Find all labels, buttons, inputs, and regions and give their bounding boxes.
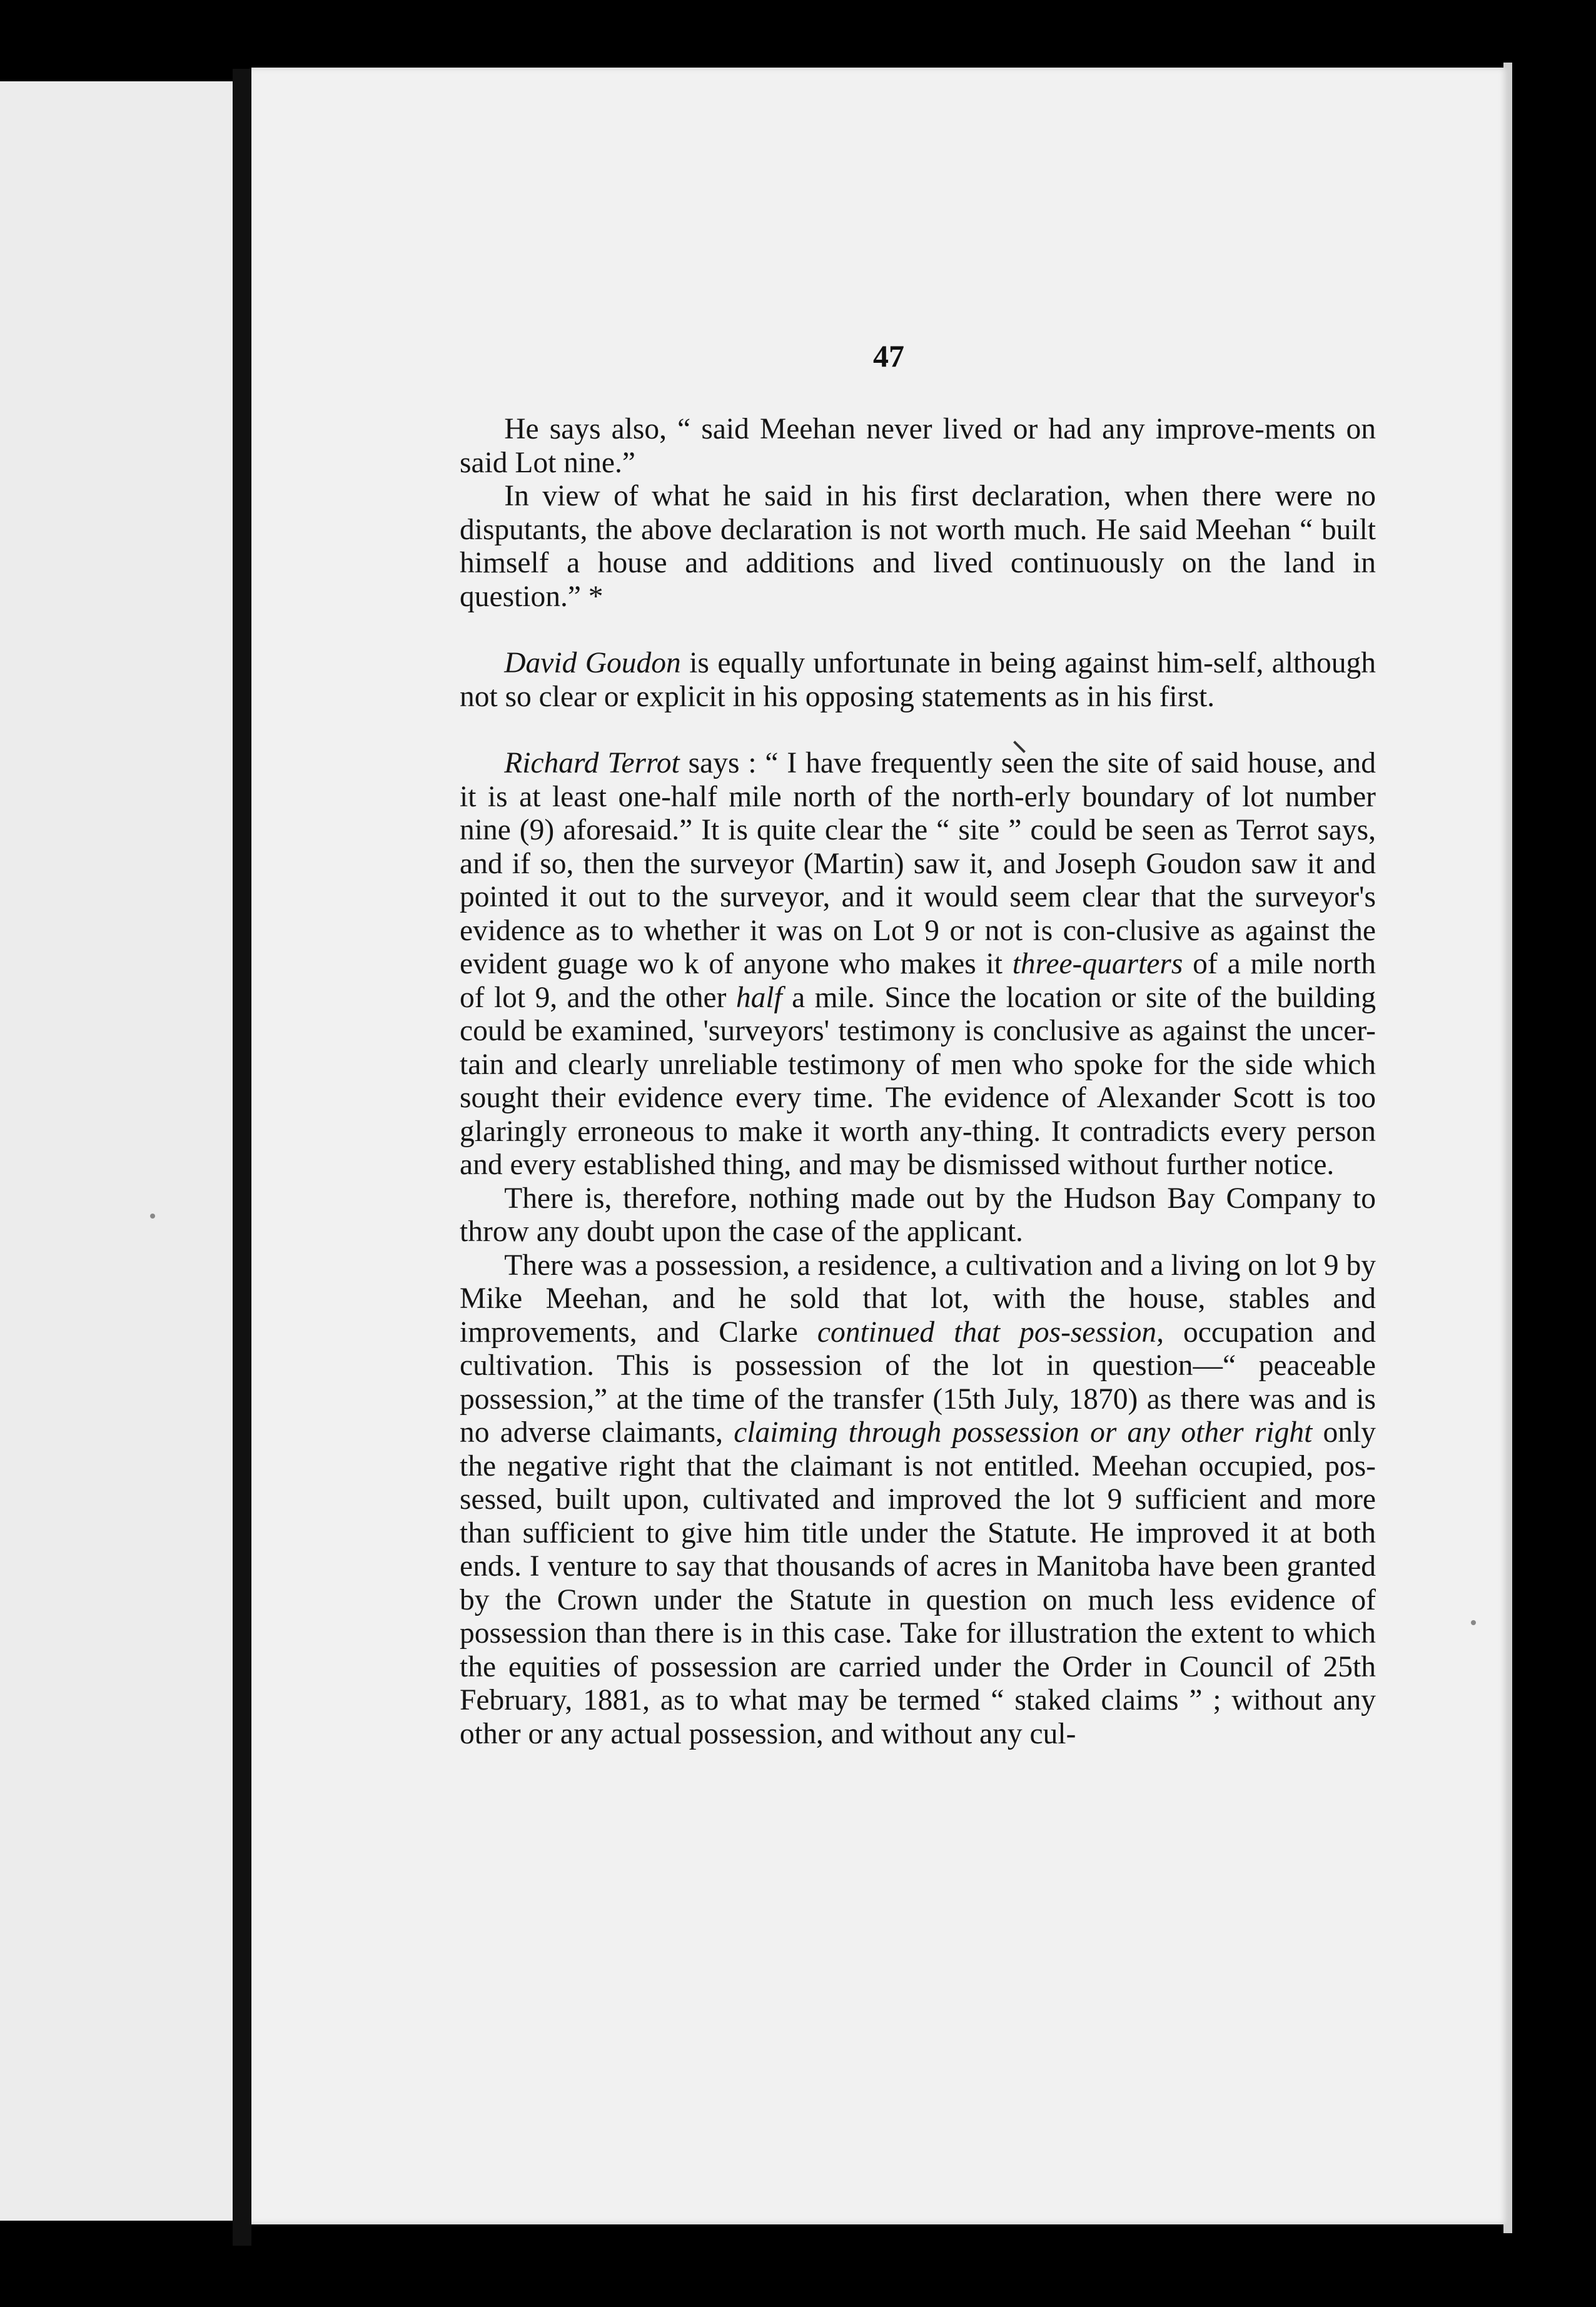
italic-text: Richard Terrot xyxy=(504,747,680,779)
text-run: only the negative right that the claimant is not entitled. Meehan occupied, pos-sessed, built upon, cultivated and improved the lot 9 sufficient and more than sufficient to give him title under the Statute. He improved it at both ends. I venture to say that thousands of acres in Manitoba have been granted by the Crown under the Statute in question on much less evidence of possession than there is in this case. Take for illustration the extent to which the equities of possession are carried under the Order in Council of 25th February, 1881, as to what may be termed “ staked claims ” ; without any other or any actual possession, and without any cul- xyxy=(460,1416,1376,1750)
text-run: of a mile north of lot 9, and the other xyxy=(460,948,1376,1014)
paragraph xyxy=(460,480,1376,614)
text-run: He says also, “ said Meehan never lived or had any improve-ments on said Lot nine.” xyxy=(460,413,1376,479)
text-run: In view of what he said in his first declaration, when there were no disputants, the above declaration is not worth much. He said Meehan “ built himself a house and additions and lived continuously on the land in question.” * xyxy=(460,480,1376,613)
paragraph xyxy=(460,1182,1376,1249)
italic-text: claiming through possession or any other right xyxy=(734,1416,1313,1449)
speck xyxy=(150,1214,155,1219)
paragraph xyxy=(460,413,1376,480)
speck xyxy=(1471,1620,1476,1625)
book-gutter xyxy=(233,69,251,2246)
facing-page xyxy=(0,81,233,2221)
text-run: a mile. Since the location or site of the building could be examined, 'surveyors' testimony is conclusive as against the uncer-tain and clearly unreliable testimony of men who spoke for the side which sought their evidence every time. The evidence of Alexander Scott is too glaringly erroneous to make it worth any-thing. It contradicts every person and every established thing, and may be dismissed without further notice. xyxy=(460,981,1376,1181)
text-run: is equally unfortunate in being against him-self, although not so clear or explicit in his opposing statements as in his first. xyxy=(460,647,1376,713)
text-run: There was a possession, a residence, a cultivation and a living on lot 9 by Mike Meehan, and he sold that lot, with the house, stables and improvements, and Clarke xyxy=(460,1249,1376,1349)
italic-text: three-quarters xyxy=(1012,948,1183,980)
italic-text: half xyxy=(735,981,782,1014)
text-run: says : “ I have frequently seen the site of said house, and it is at least one-half mile north of the north-erly boundary of lot number nine (9) aforesaid.” It is quite clear the “ site ” could be seen as Terrot says, and if so, then the surveyor (Martin) saw it, and Joseph Goudon saw it and pointed it out to the surveyor, and it would seem clear that the surveyor's evidence as to whether it was on Lot 9 or not is con-clusive as against the evident guage wo k of anyone who makes it xyxy=(460,747,1376,980)
paragraph xyxy=(460,1249,1376,1752)
body-text xyxy=(460,413,1376,1751)
italic-text: continued that pos-session, xyxy=(817,1316,1164,1349)
text-run: occupation and cultivation. This is possession of the lot in question—“ peaceable possession,” at the time of the transfer (15th July, 1870) as there was and is no adverse claimants, xyxy=(460,1316,1376,1449)
paragraph xyxy=(460,647,1376,714)
text-run: There is, therefore, nothing made out by the Hudson Bay Company to throw any doubt upon the case of the applicant. xyxy=(460,1182,1376,1248)
page-number: 47 xyxy=(873,338,904,373)
italic-text: David Goudon xyxy=(504,647,681,679)
paragraph xyxy=(460,747,1376,1182)
